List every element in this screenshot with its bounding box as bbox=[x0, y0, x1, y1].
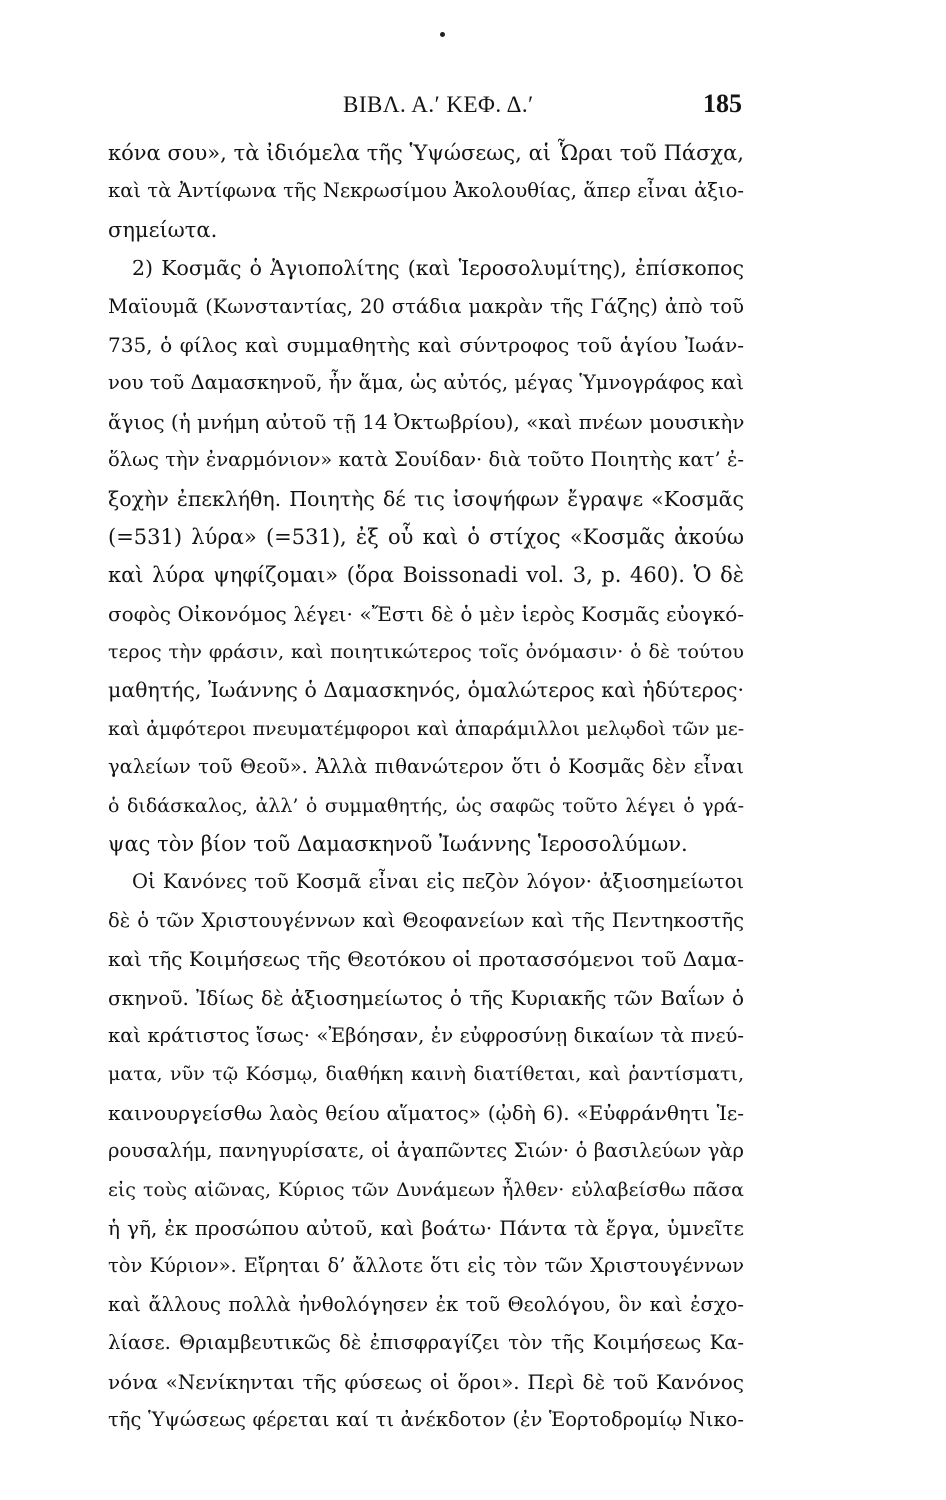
text-line: τερος τὴν φράσιν, καὶ ποιητικώτερος τοῖς ὀνόμασιν· ὁ δὲ τούτου bbox=[108, 641, 744, 664]
text-line: ὁ διδάσκαλος, ἀλλ’ ὁ συμμαθητής, ὡς σαφῶς τοῦτο λέγει ὁ γρά- bbox=[108, 794, 744, 817]
text-line: 735, ὁ φίλος καὶ συμμαθητὴς καὶ σύντροφος τοῦ ἁγίου Ἰωάν- bbox=[108, 332, 744, 357]
text-line: νου τοῦ Δαμασκηνοῦ, ἦν ἅμα, ὡς αὐτός, μέγας Ὑμνογράφος καὶ bbox=[108, 371, 744, 395]
text-line: σοφὸς Οἰκονόμος λέγει· «Ἔστι δὲ ὁ μὲν ἱερὸς Κοσμᾶς εὐογκό- bbox=[108, 601, 744, 626]
text-line: καὶ ἀμφότεροι πνευματέμφοροι καὶ ἀπαράμιλλοι μελῳδοὶ τῶν με- bbox=[108, 717, 745, 740]
text-line: καὶ λύρα ψηφίζομαι» (ὅρα Boissonadi vol. 3, p. 460). Ὁ δὲ bbox=[108, 563, 744, 588]
text-line: καὶ τῆς Κοιμήσεως τῆς Θεοτόκου οἱ προτασσόμενοι τοῦ Δαμα- bbox=[108, 947, 744, 972]
text-line: καὶ τὰ Ἀντίφωνα τῆς Νεκρωσίμου Ἀκολουθίας, ἅπερ εἶναι ἀξιο- bbox=[108, 179, 744, 203]
text-line: δὲ ὁ τῶν Χριστουγέννων καὶ Θεοφανείων καὶ τῆς Πεντηκοστῆς bbox=[108, 908, 744, 932]
text-line: νόνα «Νενίκηνται τῆς φύσεως οἱ ὅροι». Περὶ δὲ τοῦ Κανόνος bbox=[108, 1369, 744, 1394]
text-line: 2) Κοσμᾶς ὁ Ἁγιοπολίτης (καὶ Ἱεροσολυμίτης), ἐπίσκοπος bbox=[132, 256, 744, 281]
text-line: καινουργείσθω λαὸς θείου αἵματος» (ᾠδὴ 6). «Εὐφράνθητι Ἱε- bbox=[108, 1100, 744, 1125]
text-line: καὶ ἄλλους πολλὰ ἠνθολόγησεν ἐκ τοῦ Θεολόγου, ὃν καὶ ἐσχο- bbox=[108, 1292, 744, 1316]
text-line: ἡ γῆ, ἐκ προσώπου αὐτοῦ, καὶ βοάτω· Πάντα τὰ ἔργα, ὑμνεῖτε bbox=[108, 1215, 744, 1240]
text-line: λίασε. Θριαμβευτικῶς δὲ ἐπισφραγίζει τὸν τῆς Κοιμήσεως Κα- bbox=[108, 1331, 744, 1355]
text-line: κόνα σου», τὰ ἰδιόμελα τῆς Ὑψώσεως, αἱ Ὧραι τοῦ Πάσχα, bbox=[108, 141, 744, 165]
text-line: ὅλως τὴν ἐναρμόνιον» κατὰ Σουίδαν· διὰ τοῦτο Ποιητὴς κατ’ ἐ- bbox=[108, 448, 744, 472]
ink-dot-mark bbox=[440, 32, 445, 37]
text-line: τῆς Ὑψώσεως φέρεται καί τι ἀνέκδοτον (ἐν Ἑορτοδρομίῳ Νικο- bbox=[108, 1407, 744, 1431]
running-head: ΒΙΒΛ. Α.′ ΚΕΦ. Δ.′ bbox=[343, 92, 534, 117]
text-line: ξοχὴν ἐπεκλήθη. Ποιητὴς δέ τις ἰσοψήφων ἔγραψε «Κοσμᾶς bbox=[108, 486, 744, 511]
body-text bbox=[108, 134, 744, 1439]
text-line: σκηνοῦ. Ἰδίως δὲ ἀξιοσημείωτος ὁ τῆς Κυριακῆς τῶν Βαΐων ὁ bbox=[108, 985, 744, 1010]
page-number: 185 bbox=[703, 89, 742, 118]
text-line: ρουσαλήμ, πανηγυρίσατε, οἱ ἀγαπῶντες Σιών· ὁ βασιλεύων γὰρ bbox=[108, 1139, 744, 1163]
text-line: ματα, νῦν τῷ Κόσμῳ, διαθήκη καινὴ διατίθεται, καὶ ῥαντίσματι, bbox=[108, 1063, 744, 1086]
text-line: τὸν Κύριον». Εἴρηται δ’ ἄλλοτε ὅτι εἰς τὸν τῶν Χριστουγέννων bbox=[108, 1254, 744, 1278]
text-line: γαλείων τοῦ Θεοῦ». Ἀλλὰ πιθανώτερον ὅτι ὁ Κοσμᾶς δὲν εἶναι bbox=[108, 755, 744, 779]
text-line: καὶ κράτιστος ἴσως· «Ἐβόησαν, ἐν εὐφροσύνῃ δικαίων τὰ πνεύ- bbox=[108, 1023, 744, 1047]
text-line: ἅγιος (ἡ μνήμη αὐτοῦ τῇ 14 Ὀκτωβρίου), «καὶ πνέων μουσικὴν bbox=[108, 409, 745, 434]
text-line: Οἱ Κανόνες τοῦ Κοσμᾶ εἶναι εἰς πεζὸν λόγον· ἀξιοσημείωτοι bbox=[132, 870, 744, 894]
text-line: εἰς τοὺς αἰῶνας, Κύριος τῶν Δυνάμεων ἦλθεν· εὐλαβείσθω πᾶσα bbox=[108, 1178, 744, 1201]
text-line: σημείωτα. bbox=[108, 217, 218, 242]
text-line: (=531) λύρα» (=531), ἐξ οὗ καὶ ὁ στίχος «Κοσμᾶς ἀκούω bbox=[108, 524, 744, 549]
text-line: ψας τὸν βίον τοῦ Δαμασκηνοῦ Ἰωάννης Ἱεροσολύμων. bbox=[108, 832, 688, 857]
text-line: Μαϊουμᾶ (Κωνσταντίας, 20 στάδια μακρὰν τῆς Γάζης) ἀπὸ τοῦ bbox=[108, 294, 744, 318]
text-line: μαθητής, Ἰωάννης ὁ Δαμασκηνός, ὁμαλώτερος καὶ ἡδύτερος· bbox=[108, 678, 744, 703]
